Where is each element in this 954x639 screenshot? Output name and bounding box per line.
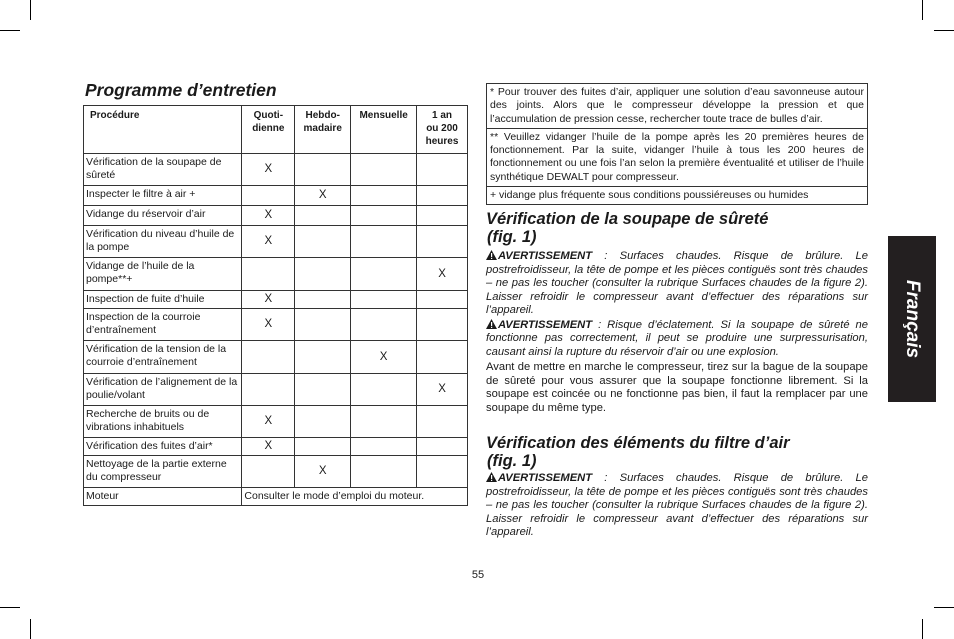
column-header-frequency: Mensuelle — [351, 106, 417, 154]
table-row — [84, 206, 468, 226]
frequency-mark — [242, 258, 295, 291]
footnote-air-leak: * Pour trouver des fuites d’air, appliquer une solution d’eau savonneuse autour des joints. Alors que le compresseur développe la pression et que l’accumulation de pression cesse, rechercher toute trace de bulles d’air. — [490, 86, 864, 125]
frequency-mark — [417, 341, 468, 374]
frequency-mark: X — [295, 456, 351, 488]
air-filter-text — [486, 472, 868, 540]
frequency-mark — [417, 291, 468, 309]
frequency-mark — [295, 206, 351, 226]
frequency-mark — [242, 374, 295, 406]
frequency-mark — [295, 226, 351, 258]
safety-valve-instructions: Avant de mettre en marche le compresseur, tirez sur la bague de la soupape de sûreté pour vous assurer que la soupape fonctionne librement. Si la soupape est coincée ou ne fonctionne pas bien, il faut la remplacer par une soupape du même type. — [486, 361, 868, 414]
frequency-mark — [351, 226, 417, 258]
frequency-mark — [242, 456, 295, 488]
table-row — [84, 186, 468, 206]
frequency-mark — [295, 406, 351, 438]
warning-hot-surfaces-filter: AVERTISSEMENT : Surfaces chaudes. Risque de brûlure. Le postrefroidisseur, la tête de pompe et les pièces contiguës sont très chaudes – ne pas les toucher (consulter la rubrique Surfaces chaudes de la figure 2). Laisser refroidir le compresseur avant d’effectuer des réparations sur l’appareil. — [486, 472, 868, 538]
frequency-mark: X — [242, 206, 295, 226]
language-tab: Français — [888, 236, 936, 402]
procedure-cell: Vidange du réservoir d’air — [84, 206, 242, 226]
warning-triangle-icon — [486, 472, 497, 482]
frequency-mark: X — [417, 258, 468, 291]
crop-mark — [0, 30, 20, 31]
frequency-mark — [417, 226, 468, 258]
frequency-mark: X — [417, 374, 468, 406]
warning-triangle-icon — [486, 250, 497, 260]
frequency-mark: X — [242, 309, 295, 341]
procedure-cell: Vérification de la soupape de sûreté — [84, 154, 242, 186]
procedure-cell: Vérification du niveau d’huile de la pompe — [84, 226, 242, 258]
crop-mark — [922, 0, 923, 20]
frequency-mark — [351, 456, 417, 488]
maintenance-table — [83, 105, 468, 506]
table-row — [84, 406, 468, 438]
frequency-mark — [417, 438, 468, 456]
frequency-mark — [351, 258, 417, 291]
frequency-mark — [417, 406, 468, 438]
crop-mark — [922, 619, 923, 639]
frequency-mark: X — [242, 438, 295, 456]
frequency-mark — [242, 186, 295, 206]
frequency-mark — [351, 438, 417, 456]
footnotes-box — [486, 83, 868, 205]
frequency-mark — [351, 154, 417, 186]
table-header-row — [84, 106, 468, 154]
frequency-mark — [295, 374, 351, 406]
warning-burst: AVERTISSEMENT : Risque d’éclatement. Si la soupape de sûreté ne fonctionne pas correctement, il peut se produire une surpressurisation, causant ainsi la rupture du réservoir d’air ou une explosion. — [486, 318, 868, 358]
maintenance-title: Programme d’entretien — [85, 80, 277, 100]
frequency-mark — [351, 374, 417, 406]
procedure-cell: Inspection de la courroie d’entraînement — [84, 309, 242, 341]
procedure-cell: Inspection de fuite d’huile — [84, 291, 242, 309]
table-row — [84, 154, 468, 186]
table-row — [84, 258, 468, 291]
frequency-mark — [417, 186, 468, 206]
warning-hot-surfaces: AVERTISSEMENT : Surfaces chaudes. Risque de brûlure. Le postrefroidisseur, la tête de pompe et les pièces contiguës sont très chaudes – ne pas les toucher (consulter la rubrique Surfaces chaudes de la figure 2). Laisser refroidir le compresseur avant d’effectuer des réparations sur l’appareil. — [486, 250, 868, 316]
frequency-mark: X — [242, 291, 295, 309]
procedure-cell: Vérification de la tension de la courroie d’entraînement — [84, 341, 242, 374]
warning-triangle-icon — [486, 319, 497, 329]
frequency-mark — [295, 154, 351, 186]
frequency-mark: X — [351, 341, 417, 374]
table-row — [84, 226, 468, 258]
footnote-oil-change: ** Veuillez vidanger l’huile de la pompe après les 20 premières heures de fonctionnement. Par la suite, vidanger l’huile à tous les 200 heures de fonctionnement ou une fois l’an selon la première éventualité et utiliser de l’huile synthétique DEWALT pour compresseur. — [487, 128, 867, 186]
crop-mark — [934, 607, 954, 608]
frequency-mark: X — [242, 226, 295, 258]
frequency-mark — [351, 309, 417, 341]
frequency-mark — [295, 258, 351, 291]
motor-note-cell: Consulter le mode d’emploi du moteur. — [242, 488, 468, 506]
frequency-mark — [295, 341, 351, 374]
procedure-cell: Vérification de l’alignement de la poulie/volant — [84, 374, 242, 406]
frequency-mark: X — [242, 406, 295, 438]
safety-valve-text — [486, 250, 868, 415]
frequency-mark — [242, 341, 295, 374]
column-header-procedure: Procédure — [84, 106, 242, 154]
crop-mark — [30, 0, 31, 20]
crop-mark — [0, 607, 20, 608]
table-row — [84, 341, 468, 374]
frequency-mark — [351, 406, 417, 438]
frequency-mark — [417, 456, 468, 488]
procedure-cell: Moteur — [84, 488, 242, 506]
frequency-mark — [351, 186, 417, 206]
procedure-cell: Vidange de l’huile de la pompe**+ — [84, 258, 242, 291]
table-row-motor — [84, 488, 468, 506]
frequency-mark: X — [242, 154, 295, 186]
frequency-mark — [295, 309, 351, 341]
frequency-mark — [417, 154, 468, 186]
frequency-mark — [295, 438, 351, 456]
table-row — [84, 456, 468, 488]
crop-mark — [30, 619, 31, 639]
air-filter-heading: Vérification des éléments du filtre d’air (fig. 1) — [486, 434, 790, 470]
table-row — [84, 438, 468, 456]
frequency-mark — [417, 309, 468, 341]
crop-mark — [934, 30, 954, 31]
frequency-mark: X — [295, 186, 351, 206]
column-header-frequency: 1 an ou 200 heures — [417, 106, 468, 154]
frequency-mark — [351, 291, 417, 309]
frequency-mark — [417, 206, 468, 226]
footnote-dusty-conditions: + vidange plus fréquente sous conditions poussiéreuses ou humides — [487, 186, 867, 204]
table-row — [84, 309, 468, 341]
table-row — [84, 374, 468, 406]
frequency-mark — [295, 291, 351, 309]
safety-valve-heading: Vérification de la soupape de sûreté (fig. 1) — [486, 210, 769, 246]
procedure-cell: Vérification des fuites d’air* — [84, 438, 242, 456]
procedure-cell: Nettoyage de la partie externe du compresseur — [84, 456, 242, 488]
column-header-frequency: Hebdo- madaire — [295, 106, 351, 154]
frequency-mark — [351, 206, 417, 226]
page-number: 55 — [471, 569, 485, 581]
procedure-cell: Inspecter le filtre à air + — [84, 186, 242, 206]
column-header-frequency: Quoti- dienne — [242, 106, 295, 154]
procedure-cell: Recherche de bruits ou de vibrations inhabituels — [84, 406, 242, 438]
table-row — [84, 291, 468, 309]
